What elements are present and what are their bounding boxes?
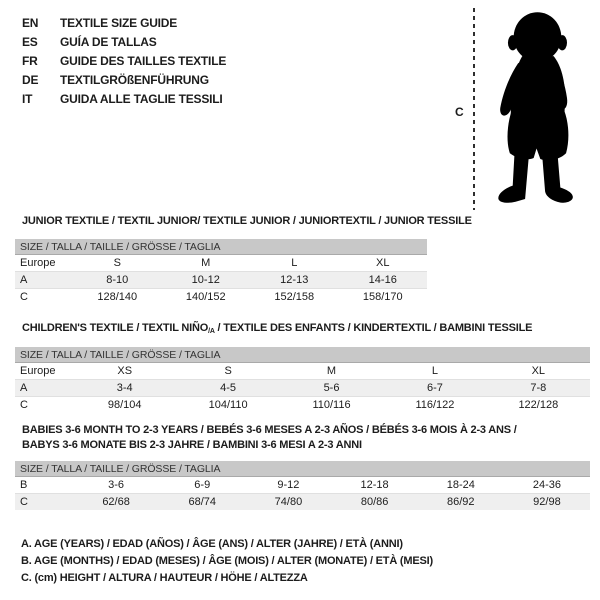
lang-row-en xyxy=(22,13,226,32)
section-title-babies xyxy=(22,423,517,453)
table-cell: 3-4 xyxy=(116,381,133,394)
table-cell: 86/92 xyxy=(447,495,475,508)
table-row xyxy=(15,363,590,380)
table-cell: 24-36 xyxy=(532,478,562,491)
table-cell: 12-13 xyxy=(280,273,309,286)
language-title-list xyxy=(22,13,226,108)
table-cell: 5-6 xyxy=(323,381,340,394)
table-cell: 116/122 xyxy=(415,398,455,411)
table-cell: S xyxy=(113,256,121,269)
table-cell: 6-7 xyxy=(426,381,443,394)
height-label-c: C xyxy=(455,105,464,119)
table-size-header: SIZE / TALLA / TAILLE / GRÖSSE / TAGLIA xyxy=(15,461,590,477)
row-label: A xyxy=(20,273,28,286)
section-title-text: JUNIOR TEXTILE / TEXTIL JUNIOR/ TEXTILE JUNIOR / JUNIORTEXTIL / JUNIOR TESSILE xyxy=(22,215,472,227)
table-cell: 110/116 xyxy=(312,398,351,411)
table-cell: 18-24 xyxy=(446,478,475,491)
table-cell: L xyxy=(291,256,298,269)
row-label: Europe xyxy=(20,256,56,269)
table-cell: 98/104 xyxy=(107,398,142,411)
lang-code: DE xyxy=(22,72,39,87)
row-label: Europe xyxy=(20,364,56,377)
table-cell: M xyxy=(326,364,337,377)
table-cell: 3-6 xyxy=(108,478,125,491)
footnote-c: C. (cm) HEIGHT / ALTURA / HAUTEUR / HÖHE / ALTEZZA xyxy=(21,572,308,584)
table-cell: 12-18 xyxy=(360,478,389,491)
table-cell: XL xyxy=(531,364,546,377)
height-measure-dashed-line xyxy=(473,8,475,210)
section-title-subscript: /A xyxy=(208,328,215,335)
table-row xyxy=(15,289,427,305)
table-cell: 6-9 xyxy=(194,478,211,491)
table-row xyxy=(15,494,590,510)
table-cell: 7-8 xyxy=(530,381,547,394)
table-cell: 140/152 xyxy=(185,290,226,303)
lang-row-de xyxy=(22,70,226,89)
row-label: B xyxy=(20,478,28,491)
lang-title: TEXTILE SIZE GUIDE xyxy=(60,15,178,30)
lang-code: FR xyxy=(22,53,38,68)
lang-row-it xyxy=(22,89,226,108)
section-title-text: CHILDREN'S TEXTILE / TEXTIL NIÑO xyxy=(22,322,209,334)
section-title-line1: BABIES 3-6 MONTH TO 2-3 YEARS / BEBÉS 3-6 MESES A 2-3 AÑOS / BÉBÉS 3-6 MOIS À 2-3 ANS / xyxy=(22,424,517,436)
table-cell: 104/110 xyxy=(208,398,248,411)
table-size-header: SIZE / TALLA / TAILLE / GRÖSSE / TAGLIA xyxy=(15,347,590,363)
table-row xyxy=(15,255,427,272)
table-cell: 14-16 xyxy=(368,273,397,286)
junior-size-table xyxy=(15,239,427,305)
table-cell: S xyxy=(224,364,232,377)
table-cell: 4-5 xyxy=(220,381,237,394)
lang-title: TEXTILGRÖßENFÜHRUNG xyxy=(60,72,209,87)
table-cell: XL xyxy=(376,256,390,269)
lang-code: IT xyxy=(22,91,33,106)
table-cell: 80/86 xyxy=(360,495,389,508)
section-title-line2: BABYS 3-6 MONATE BIS 2-3 JAHRE / BAMBINI 3-6 MESI A 2-3 ANNI xyxy=(22,439,362,451)
table-cell: XS xyxy=(117,364,133,377)
table-size-header: SIZE / TALLA / TAILLE / GRÖSSE / TAGLIA xyxy=(15,239,427,255)
table-cell: 128/140 xyxy=(97,290,138,303)
table-row xyxy=(15,477,590,494)
lang-row-es xyxy=(22,32,226,51)
table-cell: 10-12 xyxy=(191,273,220,286)
table-cell: 122/128 xyxy=(518,398,559,411)
babies-size-table xyxy=(15,461,590,510)
toddler-silhouette-image xyxy=(487,6,587,210)
lang-title: GUÍA DE TALLAS xyxy=(60,34,157,49)
table-cell: 8-10 xyxy=(106,273,129,286)
table-row xyxy=(15,397,590,413)
table-cell: 158/170 xyxy=(362,290,403,303)
table-row xyxy=(15,380,590,397)
legend-footnotes xyxy=(21,536,433,587)
row-label: C xyxy=(20,495,28,508)
section-title-text: / TEXTILE DES ENFANTS / KINDERTEXTIL / BAMBINI TESSILE xyxy=(214,322,533,334)
table-row xyxy=(15,272,427,289)
lang-code: EN xyxy=(22,15,39,30)
row-label: C xyxy=(20,290,28,303)
lang-code: ES xyxy=(22,34,38,49)
row-label: A xyxy=(20,381,28,394)
footnote-a: A. AGE (YEARS) / EDAD (AÑOS) / ÂGE (ANS) / ALTER (JAHRE) / ETÀ (ANNI) xyxy=(21,538,403,550)
table-cell: 74/80 xyxy=(274,495,303,508)
row-label: C xyxy=(20,398,28,411)
lang-row-fr xyxy=(22,51,226,70)
section-title-children xyxy=(22,321,532,339)
table-cell: 9-12 xyxy=(277,478,300,491)
table-cell: 92/98 xyxy=(533,495,561,508)
table-cell: 62/68 xyxy=(102,495,130,508)
table-cell: M xyxy=(201,256,211,269)
table-cell: 68/74 xyxy=(188,495,217,508)
table-cell: L xyxy=(431,364,438,377)
table-cell: 152/158 xyxy=(274,290,315,303)
lang-title: GUIDA ALLE TAGLIE TESSILI xyxy=(60,91,223,106)
section-title-junior xyxy=(22,214,472,229)
children-size-table xyxy=(15,347,590,413)
lang-title: GUIDE DES TAILLES TEXTILE xyxy=(60,53,227,68)
footnote-b: B. AGE (MONTHS) / EDAD (MESES) / ÂGE (MOIS) / ALTER (MONATE) / ETÀ (MESI) xyxy=(21,555,433,567)
